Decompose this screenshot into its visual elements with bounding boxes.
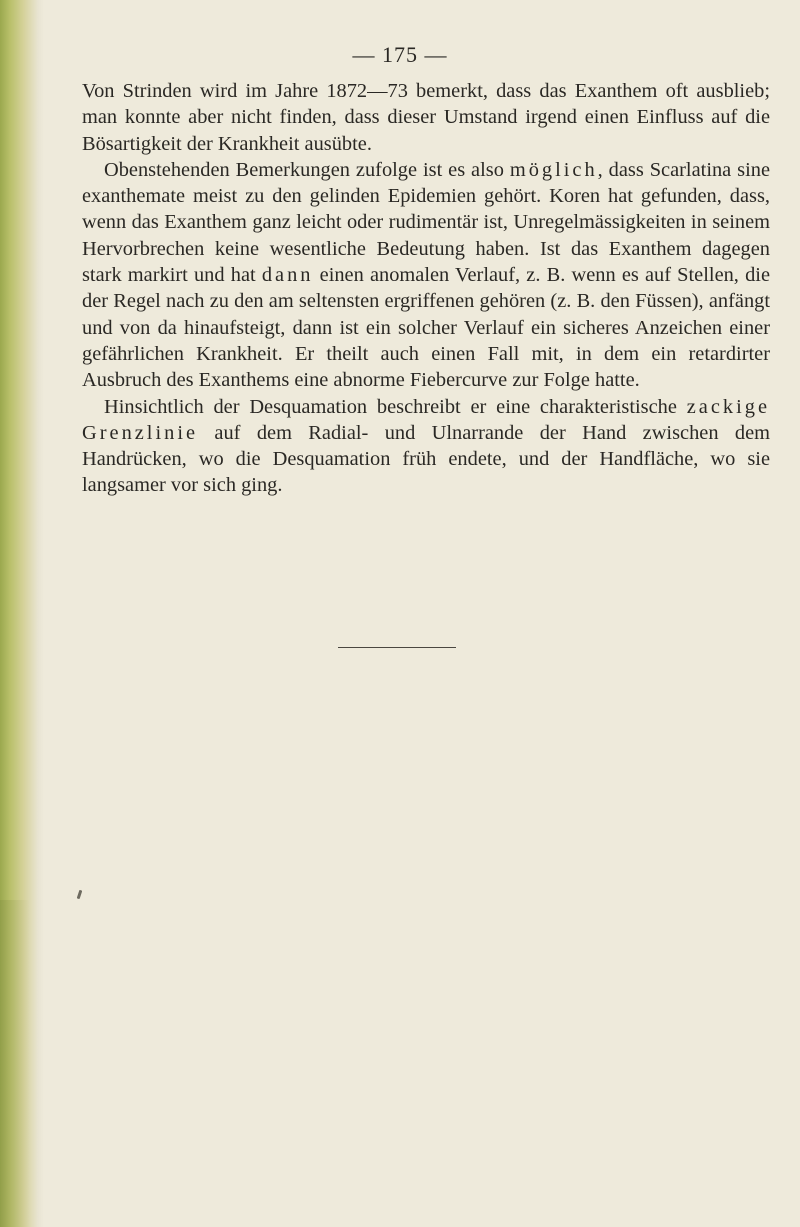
paragraph-strinden (82, 78, 770, 157)
paragraph-text: Von Strinden wird im Jahre 1872—73 bemerkt, dass das Exanthem oft ausblieb; man konnte aber nicht finden, dass dieser Umstand irgend einen Einfluss auf die Bösartigkeit der Krankheit ausübte. (82, 80, 770, 155)
paragraph-text: auf dem Radial- und Ulnarrande der Hand zwischen dem Handrücken, wo die Desquamation früh endete, und der Handfläche, wo sie langsamer vor sich ging. (82, 421, 770, 497)
emphasis-text: möglich (509, 158, 598, 181)
page-edge-stain (0, 900, 30, 1227)
paragraph-text: Obenstehenden Bemerkungen zufolge ist es also (104, 158, 510, 181)
page-number: — 175 — (352, 42, 448, 67)
section-divider (338, 647, 456, 648)
paper-speck (77, 890, 83, 899)
body-text (82, 78, 770, 499)
paragraph-koren (82, 157, 770, 394)
emphasis-text: zackige Grenzlinie (82, 395, 770, 444)
emphasis-text: dann (261, 264, 314, 287)
paragraph-text: , dass Scarlatina sine exanthemate meist zu den gelinden Epidemien gehört. Koren hat gefunden, dass, wenn das Exanthem ganz leicht oder rudimentär ist, Unregelmässigkeiten in seinem Hervorbrechen keine wesentliche Bedeutung haben. Ist das Exanthem dagegen stark markirt und hat (82, 158, 770, 287)
paragraph-text: einen anomalen Verlauf, z. B. wenn es auf Stellen, die der Regel nach zu den am seltensten ergriffenen gehören (z. B. den Füssen), anfängt und von da hinaufsteigt, dann ist ein solcher Verlauf ein sicheres Anzeichen einer gefährlichen Krankheit. Er theilt auch einen Fall mit, in dem ein retardirter Ausbruch des Exanthems eine abnorme Fiebercurve zur Folge hatte. (82, 264, 770, 392)
paragraph-desquamation (82, 394, 770, 499)
paragraph-text: Hinsichtlich der Desquamation beschreibt er eine charakteristische (104, 395, 687, 418)
